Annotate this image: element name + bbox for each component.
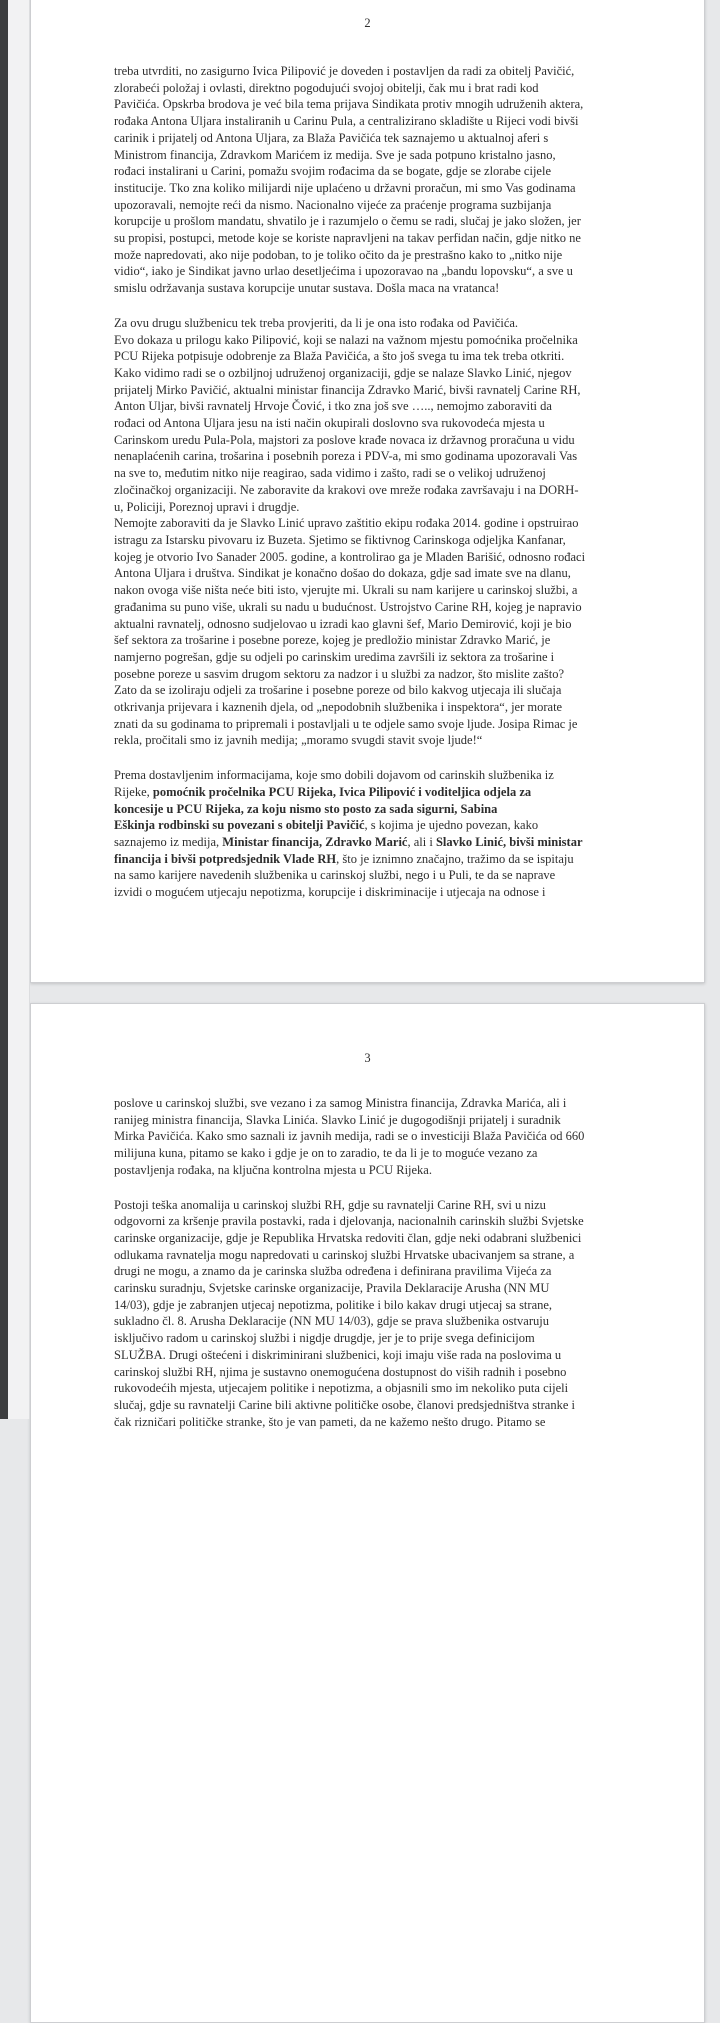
- text-line: carinsku suradnju, Svjetske carinske organizacije, Pravila Deklaracije Arusha (NN MU: [114, 1281, 550, 1296]
- paragraph: [114, 315, 678, 749]
- page-number: 3: [364, 1051, 371, 1065]
- paragraph: [114, 1197, 678, 1431]
- paragraph: [114, 1095, 678, 1179]
- text-line: rođaka Antona Uljara instaliranih u Carinu Pula, a centralizirano skladište u Rijeci vodi bivši: [114, 114, 579, 129]
- text-line: može napredovati, ako nije podoban, to je toliko očito da je prestrašno kako to „nitko nije: [114, 247, 563, 262]
- text-line: posebne poreze u sasvim drugom sektoru za nadzor i u službi za nadzor, što mislite zašto?: [114, 666, 565, 681]
- text-line: 14/03), gdje je zabranjen utjecaj nepotizma, politike i bilo kakav drugi utjecaj sa strane,: [114, 1297, 553, 1312]
- paragraph: [114, 63, 678, 297]
- text-line: u, Policiji, Poreznoj upravi i drugdje.: [114, 499, 300, 514]
- text-line: poslove u carinskoj službi, sve vezano i za samog Ministra financija, Zdravka Marića, ali i: [114, 1096, 567, 1110]
- text-line: rođaci instalirani u Carini, pomažu svojim rođacima da se bogate, gdje se zlorabe cijele: [114, 164, 551, 179]
- text-line: namjerno pogrešan, gdje su odjeli po carinskim uredima završili iz sektora za trošarine i: [114, 649, 555, 664]
- text-line: otkrivanja prijevara i kaznenih djela, od „nepodobnih službenika i inspektora“, jer morate: [114, 700, 563, 715]
- text-line: upozoravali, nemojte reći da nismo. Nacionalno vijeće za praćenje programa suzbijanja: [114, 197, 552, 212]
- left-panel-edge: [0, 0, 8, 1419]
- text-line: nakon ovoga više ništa neće biti isto, vjerujte mi. Ukrali su nam karijere u carinskoj službi, a: [114, 583, 578, 598]
- text-line: Prema dostavljenim informacijama, koje smo dobili dojavom od carinskih službenika iz: [114, 768, 554, 783]
- text-line: institucije. Tko zna koliko milijardi nije uplaćeno u državni proračun, mi smo Vas godinama: [114, 180, 576, 195]
- text-line: Zato da se izoliraju odjeli za trošarine i posebne poreze od bilo kakvog utjecaja ili slučaja: [114, 683, 562, 698]
- text-line: kojeg je otvorio Ivo Sanader 2005. godine, a kontrolirao ga je Mladen Barišić, odnosno rođaci: [114, 549, 586, 564]
- page-3-text-body: [114, 1095, 678, 1430]
- text-line: rođaci od Antona Uljara jesu na isti način okupirali doslovno sva rukovodeća mjesta u: [114, 416, 545, 431]
- text-line: sukladno čl. 8. Arusha Deklaracije (NN MU 14/03), gdje se prava službenika ostvaruju: [114, 1314, 549, 1329]
- document-page-2: [30, 0, 705, 983]
- text-line: Ministrom financija, Zdravkom Marićem iz medija. Sve je sada potpuno kristalno jasno,: [114, 147, 556, 162]
- text-line: postavljenja rođaka, na ključna kontrolna mjesta u PCU Rijeka.: [114, 1162, 432, 1177]
- text-line: građanima su puno više, ukrali su nadu u budućnost. Ustrojstvo Carine RH, kojeg je napravio: [114, 599, 582, 614]
- text-line: na sve to, međutim nitko nije reagirao, sada vidimo i zašto, radi se o velikoj udruženoj: [114, 466, 546, 481]
- text-line: carinik i prijatelj od Antona Uljara, za Blaža Pavičića tek saznajemo u aktualnoj aferi s: [114, 130, 549, 145]
- document-page-3: [30, 1003, 705, 2023]
- text-line: odlukama ravnatelja mogu napredovati u carinskoj službi Hrvatske ubacivanjem sa strane, a: [114, 1247, 575, 1262]
- text-line: istragu za Istarsku pivovaru iz Buzeta. Sjetimo se fiktivnog Carinskoga odjeljka Kanfanar,: [114, 532, 566, 547]
- text-line: vidio“, iako je Sindikat javno urlao desetljećima i upozoravao na „bandu lopovsku“, a sve u: [114, 264, 573, 279]
- text-line: Anton Uljar, bivši ravnatelj Hrvoje Čović, i tko zna još sve ….., nemojmo zaboraviti da: [114, 399, 552, 414]
- text-line: odgovorni za kršenje pravila postavki, rada i djelovanja, nacionalnih carinskih službi Svjetske: [114, 1214, 584, 1229]
- text-line: Eškinja rodbinski su povezani s obitelji Pavičić, s kojima je ujedno povezan, kako: [114, 818, 539, 833]
- text-line: aktualni ravnatelj, odnosno sudjelovao u izradi kao glavni šef, Mario Demirović, koji je bio: [114, 616, 572, 631]
- text-line: Antona Uljara i društva. Sindikat je konačno došao do dokaza, gdje sad imate sve na dlanu,: [114, 566, 571, 581]
- text-line: prijatelj Mirko Pavičić, aktualni ministar financija Zdravko Marić, bivši ravnatelj Carine RH,: [114, 382, 581, 397]
- text-line: Postoji teška anomalija u carinskoj službi RH, gdje su ravnatelji Carine RH, svi u nizu: [114, 1197, 546, 1212]
- text-line: na samo karijere navedenih službenika u carinskoj službi, nego i u Puli, te da se naprave: [114, 868, 556, 883]
- text-line: zločinačkoj organizaciji. Ne zaboravite da krakovi ove mreže rođaka završavaju i na DORH-: [114, 482, 579, 497]
- text-line: znati da su godinama to pripremali i postavljali u te odjele samo svoje ljude. Josipa Rimac je: [114, 716, 578, 731]
- viewer-gutter: [8, 0, 30, 1419]
- page-2-text-body: [114, 63, 678, 901]
- text-line: korupcije u prošlom mandatu, shvatilo je i razumjelo o čemu se radi, slučaj je jako složen, jer: [114, 214, 581, 229]
- document-canvas: [30, 0, 720, 1429]
- text-line: Pavičića. Opskrba brodova je već bila tema prijava Sindikata protiv mnogih udruženih aktera,: [114, 97, 584, 112]
- text-line: rukovodećih mjesta, utjecajem politike i nepotizma, a objasnili smo im nekoliko puta cijeli: [114, 1381, 569, 1396]
- text-line: su propisi, postupci, metode koje se koriste napravljeni na takav perfidan način, gdje nitko ne: [114, 231, 581, 246]
- page-number: 2: [364, 16, 371, 30]
- text-line: Za ovu drugu službenicu tek treba provjeriti, da li je ona isto rođaka od Pavičića.: [114, 315, 519, 330]
- text-line: Evo dokaza u prilogu kako Pilipović, koji se nalazi na važnom mjestu pomoćnika pročelnika: [114, 332, 578, 347]
- text-line: izvidi o mogućem utjecaju nepotizma, korupcije i diskriminacije i utjecaja na odnose i: [114, 885, 546, 900]
- text-line: Nemojte zaboraviti da je Slavko Linić upravo zaštitio ekipu rođaka 2014. godine i opstruirao: [114, 516, 579, 531]
- paragraph: [114, 767, 678, 901]
- text-line: financija i bivši potpredsjednik Vlade RH, što je iznimno značajno, tražimo da se ispitaju: [114, 851, 574, 866]
- text-line: Kako vidimo radi se o ozbiljnoj udruženoj organizaciji, gdje se nalaze Slavko Linić, njegov: [114, 365, 572, 380]
- text-line: saznajemo iz medija, Ministar financija, Zdravko Marić, ali i Slavko Linić, bivši ministar: [114, 834, 583, 849]
- text-line: zlorabeći položaj i ovlasti, direktno pogodujući svojoj obitelji, čak mu i brat radi kod: [114, 80, 539, 95]
- text-line: SLUŽBA. Drugi oštećeni i diskriminirani službenici, koji imaju više rada na poslovima u: [114, 1347, 562, 1362]
- text-line: Mirka Pavičića. Kako smo saznali iz javnih medija, radi se o investiciji Blaža Pavičića od 660: [114, 1129, 585, 1144]
- text-line: nenaplaćenih carina, trošarina i posebnih poreza i PDV-a, mi smo godinama upozoravali Vas: [114, 449, 578, 464]
- text-line: carinskoj službi RH, njima je sustavno onemogućena dostupnost do viših radnih i posebno: [114, 1364, 567, 1379]
- text-line: koncesije u PCU Rijeka, za koju nismo sto posto za sada sigurni, Sabina: [114, 801, 498, 816]
- text-line: isključivo radom u carinskoj službi i nigdje drugdje, jer je to prije svega definicijom: [114, 1331, 535, 1346]
- text-line: Carinskom uredu Pula-Pola, majstori za poslove krađe novaca iz državnog proračuna u vidu: [114, 432, 575, 447]
- text-line: šef sektora za trošarine i posebne poreze, kojeg je predložio ministar Zdravko Marić, je: [114, 633, 551, 648]
- text-line: slučaj, gdje su ravnatelji Carine bili aktivne političke osobe, članovi predsjedništva stranke i: [114, 1397, 575, 1412]
- text-line: milijuna kuna, pitamo se kako i gdje je on to zaradio, te da li je to moguće vezano za: [114, 1146, 538, 1161]
- text-line: ranijeg ministra financija, Slavka Linića. Slavko Linić je dugogodišnji prijatelj i suradnik: [114, 1112, 561, 1127]
- text-line: treba utvrditi, no zasigurno Ivica Pilipović je doveden i postavljen da radi za obitelj Pavičić,: [114, 64, 575, 78]
- text-line: smislu održavanja sustava korupcije unutar sustava. Došla maca na vratanca!: [114, 281, 500, 296]
- text-line: carinske organizacije, gdje je Republika Hrvatska redoviti član, gdje neki odabrani službenici: [114, 1230, 582, 1245]
- text-line: PCU Rijeka potpisuje odobrenje za Blaža Pavičića, a što još svega tu ima tek treba otkriti.: [114, 349, 565, 364]
- text-line: rekla, pročitali smo iz javnih medija; „moramo svugdi stavit svoje ljude!“: [114, 733, 483, 748]
- text-line: drugi ne mogu, a znamo da je carinska služba određena i definirana pravilima Vijeća za: [114, 1264, 552, 1279]
- text-line: čak rizničari političke stranke, što je van pameti, da ne kažemo nešto drugo. Pitamo se: [114, 1414, 546, 1429]
- text-line: Rijeke, pomoćnik pročelnika PCU Rijeka, Ivica Pilipović i voditeljica odjela za: [114, 784, 532, 799]
